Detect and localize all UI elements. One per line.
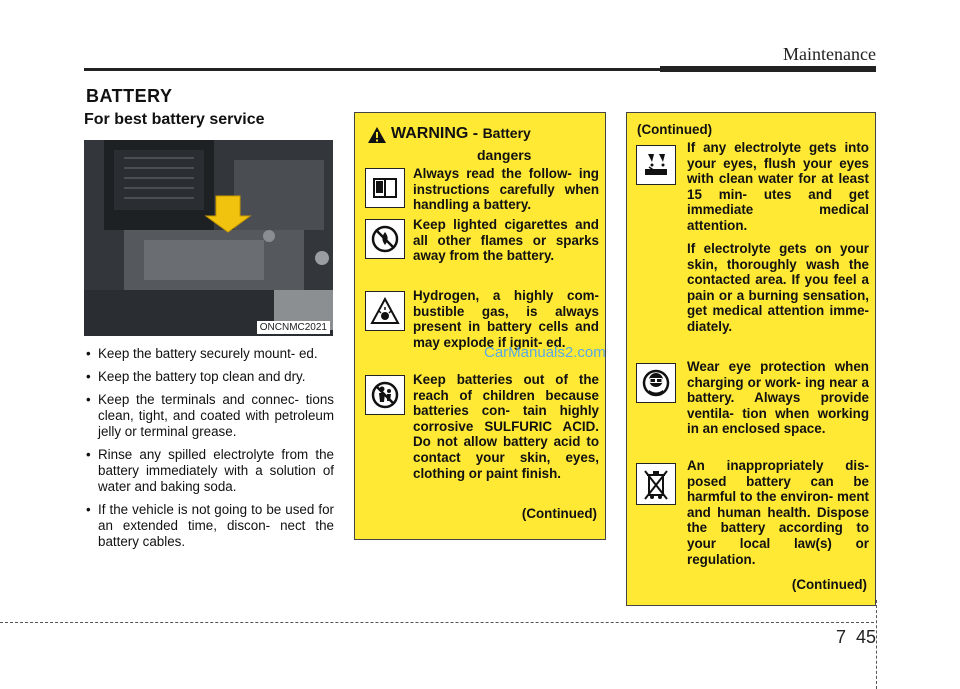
corrosive-icon	[636, 145, 676, 185]
warning-item-text: Always read the follow- ing instructions carefully when handling a battery.	[413, 166, 599, 213]
chapter-number: 7	[836, 627, 847, 647]
warning-item-text: Keep lighted cigarettes and all other flames or sparks away from the battery.	[413, 217, 599, 264]
header-rule	[84, 68, 662, 71]
continued-item-text: Wear eye protection when charging or work- ing near a battery. Always provide ventila- tion when working in an enclosed space.	[687, 359, 869, 437]
warning-heading	[367, 125, 597, 163]
footer-vertical-rule	[876, 600, 877, 689]
warning-subject-line1: Battery	[482, 125, 531, 141]
continued-item-text: If any electrolyte gets into your eyes, flush your eyes with clean water for at least 15 min- utes and get immediate medical attention.	[687, 140, 869, 233]
battery-photo	[84, 140, 333, 336]
footer-dashed-rule	[0, 622, 874, 623]
header-section-title: Maintenance	[783, 44, 876, 64]
warning-word: WARNING -	[391, 125, 479, 142]
header-rule-accent	[660, 66, 876, 72]
eye-protection-icon	[636, 363, 676, 403]
list-item: • Keep the terminals and connec- tions clean, tight, and coated with petroleum jelly or terminal grease.	[86, 392, 334, 440]
warning-panel	[354, 112, 606, 540]
list-item: • If the vehicle is not going to be used for an extended time, discon- nect the battery cables.	[86, 502, 334, 550]
list-item: • Rinse any spilled electrolyte from the battery immediately with a solution of water and baking soda.	[86, 447, 334, 495]
warning-item-text: Keep batteries out of the reach of children because batteries con- tain highly corrosive SULFURIC ACID. Do not allow battery acid to contact your skin, eyes, clothing or paint finish.	[413, 372, 599, 481]
continued-heading: (Continued)	[637, 122, 713, 137]
photo-caption: ONCNMC2021	[257, 321, 330, 334]
watermark: CarManuals2.com	[484, 344, 606, 361]
keep-away-children-icon	[365, 375, 405, 415]
continued-label: (Continued)	[791, 577, 867, 592]
explosive-icon	[365, 291, 405, 331]
page-number	[836, 627, 876, 648]
warning-triangle-icon	[367, 126, 387, 149]
list-item: • Keep the battery top clean and dry.	[86, 369, 334, 385]
subsection-title: For best battery service	[84, 111, 265, 128]
warning-item-text: Hydrogen, a highly com- bustible gas, is always present in battery cells and may explode if ignit- ed.	[413, 288, 599, 350]
manual-book-icon	[365, 168, 405, 208]
continued-panel	[626, 112, 876, 606]
no-flame-icon	[365, 219, 405, 259]
continued-item-text: If electrolyte gets on your skin, thoroughly wash the contacted area. If you feel a pain or a burning sensation, get medical attention imme- diately.	[687, 241, 869, 334]
warning-subject-line2: dangers	[477, 147, 532, 163]
page-number-value: 45	[856, 627, 877, 647]
continued-item-text: An inappropriately dis- posed battery can be harmful to the environ- ment and human health. Dispose the battery according to your local law(s) or regulation.	[687, 458, 869, 567]
section-title: BATTERY	[86, 86, 173, 106]
battery-tips-list	[86, 346, 334, 557]
continued-label: (Continued)	[521, 506, 597, 521]
no-trash-bin-icon	[636, 463, 676, 505]
list-item: • Keep the battery securely mount- ed.	[86, 346, 334, 362]
